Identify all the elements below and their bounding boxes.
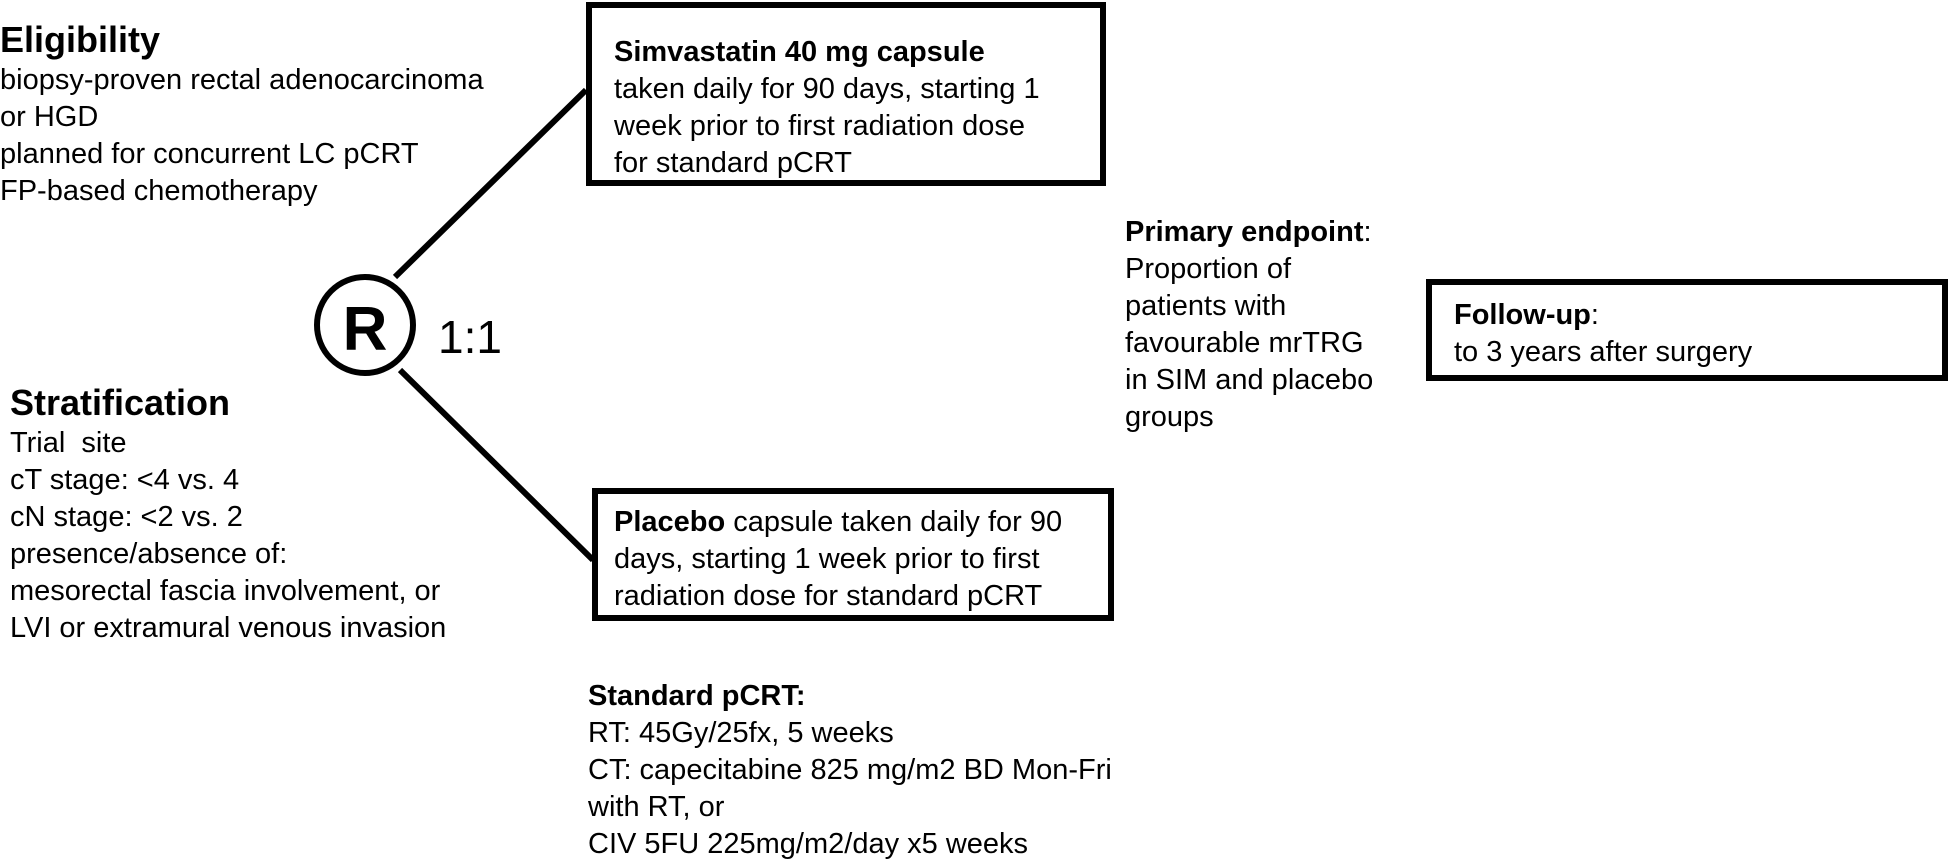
placebo-arm-line: days, starting 1 week prior to first bbox=[614, 543, 1040, 575]
primary-endpoint-block bbox=[1125, 214, 1373, 436]
stratification-line: cT stage: <4 vs. 4 bbox=[10, 464, 240, 496]
placebo-arm-line: radiation dose for standard pCRT bbox=[614, 580, 1043, 612]
placebo-arm-box bbox=[592, 488, 1114, 621]
primary-endpoint-line: favourable mrTRG bbox=[1125, 327, 1364, 359]
randomisation-circle bbox=[314, 274, 416, 376]
primary-endpoint-line: in SIM and placebo bbox=[1125, 364, 1374, 396]
follow-up-heading bbox=[1454, 297, 1942, 334]
primary-endpoint-line: Proportion of bbox=[1125, 253, 1292, 285]
allocation-ratio: 1:1 bbox=[438, 311, 502, 363]
simvastatin-arm-box bbox=[586, 2, 1106, 186]
standard-pcrt-line: RT: 45Gy/25fx, 5 weeks bbox=[588, 717, 894, 749]
eligibility-line: biopsy-proven rectal adenocarcinoma bbox=[0, 64, 484, 96]
simvastatin-arm-title: Simvastatin 40 mg capsule bbox=[614, 36, 985, 68]
eligibility-line: FP-based chemotherapy bbox=[0, 175, 318, 207]
stratification-line: presence/absence of: bbox=[10, 538, 288, 570]
standard-pcrt-title: Standard pCRT: bbox=[588, 680, 806, 712]
stratification-block bbox=[10, 383, 446, 647]
standard-pcrt-line: CIV 5FU 225mg/m2/day x5 weeks bbox=[588, 828, 1029, 860]
follow-up-title: Follow-up bbox=[1454, 299, 1591, 331]
stratification-line: LVI or extramural venous invasion bbox=[10, 612, 447, 644]
stratification-line: cN stage: <2 vs. 2 bbox=[10, 501, 243, 533]
primary-endpoint-heading bbox=[1125, 214, 1373, 251]
placebo-arm-line-rest: capsule taken daily for 90 bbox=[725, 506, 1063, 538]
stratification-line: Trial site bbox=[10, 427, 127, 459]
simvastatin-arm-line: taken daily for 90 days, starting 1 bbox=[614, 73, 1040, 105]
eligibility-title: Eligibility bbox=[0, 19, 161, 60]
standard-pcrt-line: CT: capecitabine 825 mg/m2 BD Mon-Fri bbox=[588, 754, 1112, 786]
stratification-line: mesorectal fascia involvement, or bbox=[10, 575, 441, 607]
eligibility-line: planned for concurrent LC pCRT bbox=[0, 138, 419, 170]
eligibility-block bbox=[0, 20, 484, 210]
simvastatin-arm-line: for standard pCRT bbox=[614, 147, 853, 179]
simvastatin-arm-line: week prior to first radiation dose bbox=[614, 110, 1026, 142]
standard-pcrt-line: with RT, or bbox=[588, 791, 725, 823]
eligibility-line: or HGD bbox=[0, 101, 99, 133]
standard-pcrt-block bbox=[588, 678, 1112, 863]
primary-endpoint-line: patients with bbox=[1125, 290, 1287, 322]
randomisation-symbol: R bbox=[342, 295, 388, 364]
primary-endpoint-title: Primary endpoint bbox=[1125, 216, 1364, 248]
primary-endpoint-colon: : bbox=[1363, 216, 1372, 248]
follow-up-text: to 3 years after surgery bbox=[1454, 336, 1753, 368]
primary-endpoint-line: groups bbox=[1125, 401, 1214, 433]
stratification-title: Stratification bbox=[10, 382, 231, 423]
follow-up-box bbox=[1426, 279, 1948, 381]
placebo-arm-title: Placebo bbox=[614, 506, 726, 538]
placebo-arm-line-first bbox=[614, 504, 1108, 541]
follow-up-colon: : bbox=[1590, 299, 1599, 331]
